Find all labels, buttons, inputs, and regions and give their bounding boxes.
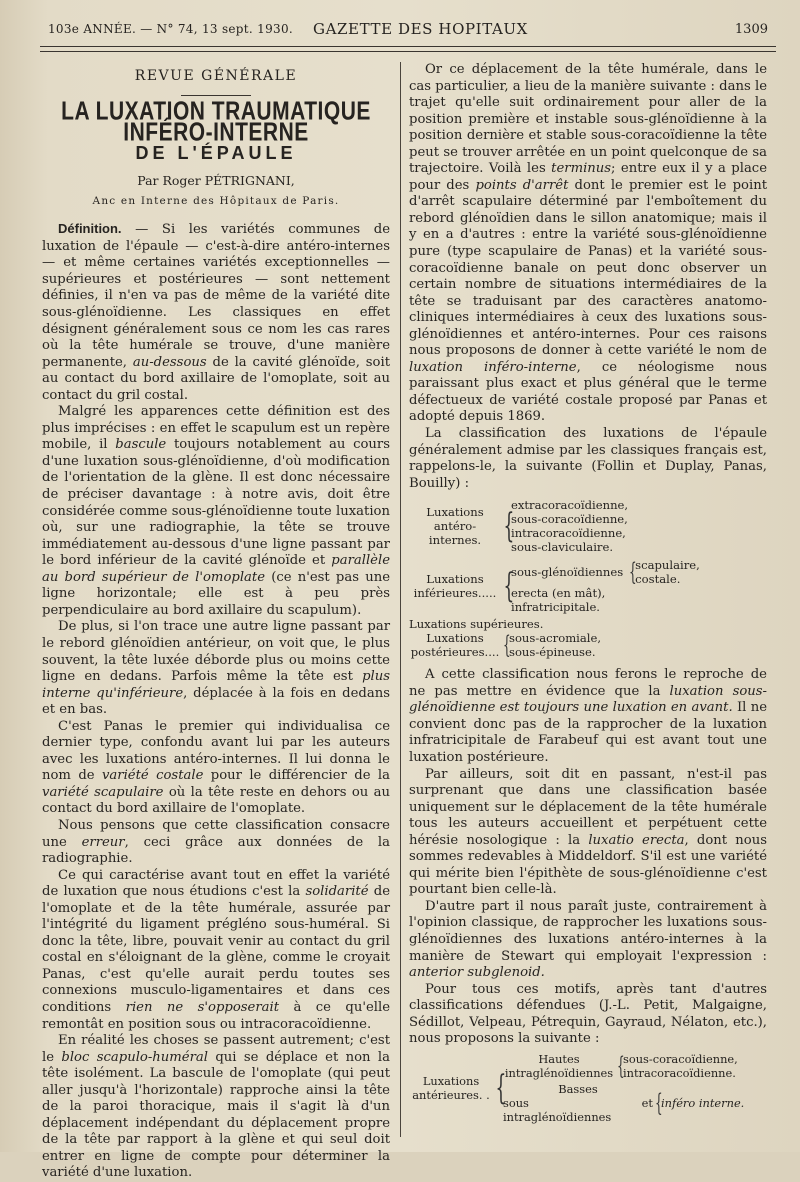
- table-item: sous-claviculaire.: [511, 540, 614, 555]
- paragraph: La classification des luxations de l'épaule généralement admise par les classiques français est, rappelons-le, la suivante (Follin et Duplay, Panas, Bouilly) :: [409, 426, 767, 491]
- group-items: [509, 631, 601, 659]
- section-title: REVUE GÉNÉRALE: [134, 68, 298, 84]
- table-item: infratricipitale.: [511, 600, 600, 615]
- table-item: sous-acromiale,: [509, 631, 602, 646]
- page-header: [48, 18, 768, 42]
- paragraph: De plus, si l'on trace une autre ligne passant par le rebord glénoïdien antérieur, on voit que, le plus souvent, la tête luxée déborde plus ou moins cette ligne en dedans. Parfois même la tête est plus interne qu'inférieure, déplacée à la fois en dedans et en bas.: [42, 619, 390, 718]
- author-affiliation: Anc en Interne des Hôpitaux de Paris.: [92, 194, 340, 207]
- table-group: [409, 498, 767, 554]
- title-divider: [181, 95, 251, 96]
- table-item: costale.: [635, 572, 681, 587]
- sub-items: [635, 558, 700, 586]
- group-items: [511, 498, 628, 554]
- brace-glyph: {: [617, 1051, 625, 1080]
- header-rule-thin: [40, 51, 776, 52]
- table-item: inféro interne.: [661, 1095, 745, 1110]
- table-item: scapulaire,: [635, 558, 700, 573]
- group-items: [511, 558, 700, 614]
- brace-glyph: {: [495, 1067, 507, 1108]
- paragraph: Définition. — Si les variétés communes de luxation de l'épaule — c'est-à-dire antéro-internes — et même certaines variétés exceptionnelles — supérieures et postérieures — sont nettement définies, il n'en va pas de même de la variété dite sous-glénoïdienne. Les classiques en effet désignent généralement sous ce nom les cas rares où la tête humérale se trouve, d'une manière permanente, au-dessous de la cavité glénoïde, soit au contact du bord axillaire de l'omoplate, soit au contact du gril costal.: [42, 221, 390, 403]
- paragraph: Malgré les apparences cette définition est des plus imprécises : en effet le scapulum est un repère mobile, il bascule toujours notablement au cours d'une luxation sous-glénoïdienne, d'où modification de l'orientation de la glène. Il est donc nécessaire de préciser davantage : à notre avis, doit être considérée comme sous-glénoïdienne toute luxation où, sur une radiographie, la tête se trouve immédiatement au-dessous d'une ligne passant par le bord inférieur de la cavité glénoïde et parallèle au bord supérieur de l'omoplate (ce n'est pas une ligne horizontale; elle est à peu près perpendiculaire au bord axillaire du scapulum).: [42, 404, 390, 618]
- brace-glyph: {: [629, 558, 637, 587]
- article-subtitle: DE L'ÉPAULE: [135, 142, 297, 163]
- group-label: Luxations postérieures....: [410, 631, 500, 660]
- sub-group: [511, 558, 700, 586]
- paragraph: Nous pensons que cette classification consacre une erreur, ceci grâce aux données de la radiographie.: [42, 817, 390, 867]
- paragraph: C'est Panas le premier qui individualisa ce dernier type, confondu avant lui par les auteurs avec les luxations antéro-internes. Il lui donna le nom de variété costale pour le différencier de la variété scapulaire où la tête reste en dehors ou au contact du bord axillaire de l'omoplate.: [42, 718, 391, 817]
- table-item: intracoracoïdienne.: [623, 1065, 736, 1080]
- brace-glyph: {: [503, 506, 515, 547]
- paragraph: Or ce déplacement de la tête humérale, dans le cas particulier, a lieu de la manière suivante : dans le trajet qu'elle suit ordinairement pour aller de la position première et instable sous-glénoïdienne à la position dernière et stable sous-coracoïdienne la tête peut se trouver arrêtée en un point quelconque de sa trajectoire. Voilà les terminus; entre eux il y a place pour des points d'arrêt dont le premier est le point d'arrêt scapulaire déterminé par l'emboîtement du rebord glénoïdien dans le sillon anatomique; mais il y en a d'autres : entre la variété sous-glénoïdienne pure (type scapulaire de Panas) et la variété sous-coracoïdienne banale on peut donc observer un certain nombre de situations intermédiaires de la tête se traduisant par des caractères anatomo-cliniques intermédiaires à ceux des luxations sous-glénoïdiennes et antéro-internes. Pour ces raisons nous proposons de donner à cette variété le nom de luxation inféro-interne, ce néologisme nous paraissant plus exact et plus général que le terme défectueux de variété costale proposé par Panas et adopté depuis 1869.: [409, 62, 768, 425]
- paragraph-lead: Définition.: [58, 221, 122, 237]
- sub-label: [503, 1052, 615, 1080]
- table-group: [409, 617, 767, 631]
- newspaper-title: GAZETTE DES HOPITAUX: [313, 20, 528, 38]
- table-item: sous-coracoïdienne,: [623, 1051, 738, 1066]
- page-number: 1309: [734, 22, 768, 37]
- paragraph: En réalité les choses se passent autrement; c'est le bloc scapulo-huméral qui se déplace et non la tête isolément. La bascule de l'omoplate (qui peut aller jusqu'à l'horizontale) rapproche ainsi la tête de la paroi thoracique, mais il s'agit là d'un déplacement indépendant du déplacement propre de la tête par rapport à la glène et qui seul doit entrer en ligne de compte pour déterminer la variété d'une luxation.: [42, 1033, 390, 1181]
- table-item: erecta (en mât),: [511, 586, 606, 601]
- table-item: extracoracoïdienne,: [511, 498, 629, 513]
- issue-info: 103e ANNÉE. — N° 74, 13 sept. 1930.: [48, 22, 293, 36]
- table-group: [409, 558, 767, 614]
- group-label: Luxations inférieures.....: [413, 572, 497, 601]
- table-item: Basses: [558, 1081, 598, 1096]
- right-column: [409, 62, 767, 1124]
- table-item: sous-coracoïdienne,: [511, 512, 628, 527]
- brace-glyph: {: [503, 631, 511, 660]
- author-byline: Par Roger PÉTRIGNANI,: [137, 173, 295, 189]
- sub-group: [503, 1082, 744, 1124]
- sub-items: [623, 1052, 738, 1080]
- column-divider: [400, 62, 401, 1137]
- table-item: sous et intraglénoïdiennes: [503, 1095, 653, 1124]
- paragraph: D'autre part il nous paraît juste, contrairement à l'opinion classique, de rapprocher les luxations sous-glénoïdiennes des luxations antéro-internes à la manière de Stewart qui employait l'expression : anterior subglenoid.: [409, 898, 767, 981]
- table-group: [409, 631, 767, 659]
- table-group: [409, 1052, 767, 1124]
- group-items: [503, 1052, 744, 1124]
- table-item: sous-épineuse.: [509, 645, 596, 660]
- article-title: LA LUXATION TRAUMATIQUE INFÉRO-INTERNE: [61, 96, 371, 146]
- paragraph: A cette classification nous ferons le reproche de ne pas mettre en évidence que la luxation sous-glénoïdienne est toujours une luxation en avant. Il ne convient donc pas de la rapprocher de la luxation infratricipitale de Farabeuf qui est avant tout une luxation postérieure.: [409, 667, 768, 765]
- group-label: Luxations antéro-internes.: [426, 505, 484, 548]
- paragraph: Pour tous ces motifs, après tant d'autres classifications défendues (J.-L. Petit, Malgaigne, Sédillot, Velpeau, Pétrequin, Gayraud, Nélaton, etc.), nous proposons la suivante :: [409, 981, 767, 1047]
- table-item: intraglénoïdiennes: [504, 1065, 614, 1080]
- sub-label: [503, 1082, 653, 1124]
- header-rule: [40, 46, 776, 47]
- group-label: Luxations antérieures. .: [412, 1073, 490, 1102]
- paragraph: Ce qui caractérise avant tout en effet la variété de luxation que nous étudions c'est la solidarité de l'omoplate et de la tête humérale, assurée par l'intégrité du ligament prégléno sous-huméral. Si donc la tête, libre, pouvait venir au contact du gril costal en s'éloignant de la glène, comme le croyait Panas, c'est qu'elle aurait perdu toutes ses connexions musculo-ligamentaires et dans ces conditions rien ne s'opposerait à ce qu'elle remontât en position sous ou intracoracoïdienne.: [42, 867, 391, 1032]
- classification-table-classic: [409, 498, 767, 659]
- group-label: Luxations supérieures.: [409, 617, 544, 632]
- paragraph: Par ailleurs, soit dit en passant, n'est-il pas surprenant que dans une classification basée uniquement sur le déplacement de la tête humérale tous les auteurs accueillent et perpétuent cette hérésie nosologique : la luxatio erecta, dont nous sommes redevables à Middeldorf. S'il est une variété qui mérite bien l'épithète de sous-glénoïdienne c'est pourtant bien celle-là.: [409, 766, 767, 898]
- left-column: [42, 62, 390, 1182]
- table-item: Hautes: [538, 1051, 580, 1066]
- table-item: sous-glénoïdiennes: [511, 565, 624, 580]
- table-item: intracoracoïdienne,: [511, 526, 626, 541]
- classification-table-proposed: [409, 1052, 767, 1124]
- sub-group: [503, 1052, 744, 1080]
- brace-glyph: {: [655, 1088, 663, 1117]
- brace-glyph: {: [503, 566, 515, 607]
